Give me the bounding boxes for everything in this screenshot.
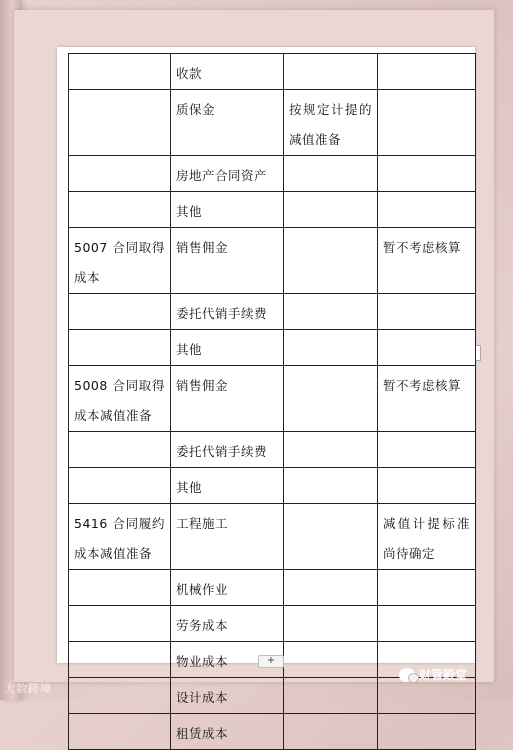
table-cell-col1[interactable] bbox=[69, 606, 171, 642]
cell-text-line: 5007 合同取得 bbox=[74, 240, 165, 255]
cell-text: 委托代销手续费 bbox=[176, 306, 268, 321]
table-cell-col2[interactable] bbox=[171, 714, 284, 750]
table-cell-col4[interactable] bbox=[378, 294, 476, 330]
account-table bbox=[68, 53, 476, 750]
table-cell-col2[interactable] bbox=[171, 504, 284, 570]
table-cell-col3[interactable] bbox=[284, 228, 378, 294]
cell-text: 委托代销手续费 bbox=[176, 444, 268, 459]
table-cell-col2[interactable] bbox=[171, 90, 284, 156]
table-cell-col2[interactable] bbox=[171, 432, 284, 468]
table-cell-col2[interactable] bbox=[171, 606, 284, 642]
cell-text: 质保金 bbox=[176, 102, 216, 117]
table-cell-col1[interactable] bbox=[69, 468, 171, 504]
table-cell-col3[interactable] bbox=[284, 90, 378, 156]
table-cell-col4[interactable] bbox=[378, 570, 476, 606]
table-cell-col4[interactable] bbox=[378, 192, 476, 228]
table-cell-col4[interactable] bbox=[378, 504, 476, 570]
table-row bbox=[69, 468, 476, 504]
table-cell-col3[interactable] bbox=[284, 504, 378, 570]
table-cell-col3[interactable] bbox=[284, 468, 378, 504]
watermark-right bbox=[399, 666, 467, 683]
cell-text: 房地产合同资产 bbox=[176, 168, 268, 183]
table-cell-col4[interactable] bbox=[378, 330, 476, 366]
table-cell-col3[interactable] bbox=[284, 432, 378, 468]
table-cell-col2[interactable] bbox=[171, 156, 284, 192]
cell-text: 机械作业 bbox=[176, 582, 229, 597]
table-cell-col2[interactable] bbox=[171, 570, 284, 606]
table-row bbox=[69, 294, 476, 330]
cell-text-line: 成本 bbox=[74, 270, 101, 285]
table-cell-col1[interactable] bbox=[69, 156, 171, 192]
table-cell-col4[interactable] bbox=[378, 228, 476, 294]
cell-text-line: 成本减值准备 bbox=[74, 408, 153, 423]
table-cell-col2[interactable] bbox=[171, 54, 284, 90]
cell-text-line: 按规定计提的 bbox=[289, 102, 372, 117]
cell-text: 销售佣金 bbox=[176, 378, 229, 393]
cell-text: 其他 bbox=[176, 480, 203, 495]
table-cell-col1[interactable] bbox=[69, 504, 171, 570]
cell-text: 收款 bbox=[176, 66, 203, 81]
table-row bbox=[69, 90, 476, 156]
table-cell-col4[interactable] bbox=[378, 366, 476, 432]
add-row-button[interactable]: + bbox=[258, 655, 284, 668]
watermark-right-text: 财管殿堂 bbox=[419, 668, 468, 682]
table-cell-col1[interactable] bbox=[69, 432, 171, 468]
table-cell-col3[interactable] bbox=[284, 678, 378, 714]
table-row bbox=[69, 192, 476, 228]
cell-text: 暂不考虑核算 bbox=[383, 378, 462, 393]
cell-text-line: 成本减值准备 bbox=[74, 546, 153, 561]
cell-text-line: 5416 合同履约 bbox=[74, 516, 165, 531]
table-row bbox=[69, 570, 476, 606]
cell-text: 设计成本 bbox=[176, 690, 229, 705]
table-cell-col4[interactable] bbox=[378, 714, 476, 750]
table-cell-col1[interactable] bbox=[69, 228, 171, 294]
table-cell-col1[interactable] bbox=[69, 570, 171, 606]
table-cell-col4[interactable] bbox=[378, 90, 476, 156]
table-cell-col1[interactable] bbox=[69, 294, 171, 330]
table-cell-col2[interactable] bbox=[171, 192, 284, 228]
table-cell-col1[interactable] bbox=[69, 642, 171, 678]
table-cell-col2[interactable] bbox=[171, 366, 284, 432]
cell-text: 物业成本 bbox=[176, 654, 229, 669]
watermark-left: 大数跨境 bbox=[4, 682, 52, 695]
table-cell-col3[interactable] bbox=[284, 366, 378, 432]
table-body bbox=[69, 54, 476, 750]
table-cell-col4[interactable] bbox=[378, 468, 476, 504]
cell-text: 工程施工 bbox=[176, 516, 229, 531]
table-row bbox=[69, 228, 476, 294]
table-cell-col1[interactable] bbox=[69, 54, 171, 90]
cell-text: 租赁成本 bbox=[176, 726, 229, 741]
table-row bbox=[69, 504, 476, 570]
margin-marker bbox=[476, 345, 481, 361]
table-cell-col4[interactable] bbox=[378, 54, 476, 90]
table-cell-col2[interactable] bbox=[171, 228, 284, 294]
table-cell-col3[interactable] bbox=[284, 570, 378, 606]
table-cell-col2[interactable] bbox=[171, 294, 284, 330]
cell-text: 其他 bbox=[176, 342, 203, 357]
cell-text: 销售佣金 bbox=[176, 240, 229, 255]
table-cell-col1[interactable] bbox=[69, 366, 171, 432]
table-cell-col4[interactable] bbox=[378, 606, 476, 642]
table-row bbox=[69, 54, 476, 90]
table-row bbox=[69, 366, 476, 432]
table-row bbox=[69, 606, 476, 642]
wechat-logo-icon bbox=[399, 668, 415, 682]
table-cell-col1[interactable] bbox=[69, 714, 171, 750]
table-cell-col3[interactable] bbox=[284, 714, 378, 750]
table-cell-col3[interactable] bbox=[284, 156, 378, 192]
table-cell-col2[interactable] bbox=[171, 330, 284, 366]
table-cell-col4[interactable] bbox=[378, 156, 476, 192]
cell-text-line: 减值计提标准 bbox=[383, 516, 470, 531]
table-cell-col1[interactable] bbox=[69, 330, 171, 366]
table-row bbox=[69, 432, 476, 468]
table-row bbox=[69, 714, 476, 750]
cell-text-line: 减值准备 bbox=[289, 132, 342, 147]
table-cell-col1[interactable] bbox=[69, 192, 171, 228]
table-cell-col1[interactable] bbox=[69, 90, 171, 156]
table-cell-col3[interactable] bbox=[284, 294, 378, 330]
table-cell-col3[interactable] bbox=[284, 192, 378, 228]
table-cell-col2[interactable] bbox=[171, 468, 284, 504]
table-row bbox=[69, 330, 476, 366]
cell-text-line: 尚待确定 bbox=[383, 546, 436, 561]
cell-text: 劳务成本 bbox=[176, 618, 229, 633]
cell-text: 暂不考虑核算 bbox=[383, 240, 462, 255]
table-cell-col4[interactable] bbox=[378, 432, 476, 468]
cell-text-line: 5008 合同取得 bbox=[74, 378, 165, 393]
cell-text: 其他 bbox=[176, 204, 203, 219]
table-cell-col3[interactable] bbox=[284, 54, 378, 90]
table-cell-col1[interactable] bbox=[69, 678, 171, 714]
table-cell-col3[interactable] bbox=[284, 330, 378, 366]
table-row bbox=[69, 156, 476, 192]
table-cell-col3[interactable] bbox=[284, 606, 378, 642]
table-cell-col2[interactable] bbox=[171, 678, 284, 714]
table-cell-col3[interactable] bbox=[284, 642, 378, 678]
